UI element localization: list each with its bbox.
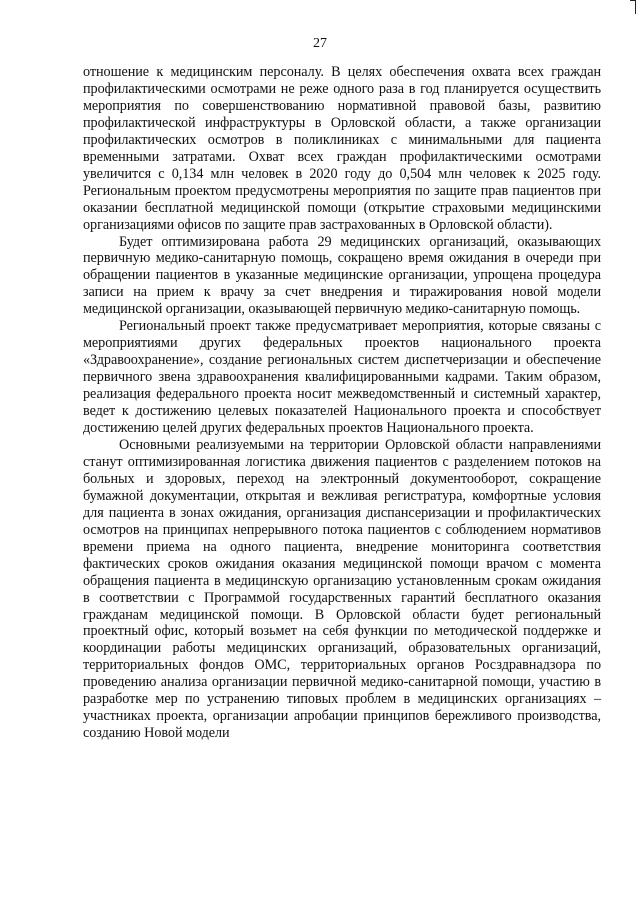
page-number: 27 xyxy=(313,36,327,51)
paragraph-3: Региональный проект также предусматривает мероприятия, которые связаны с мероприятиями других федеральных проектов национального проекта «Здравоохранение», создание региональных систем диспетчеризации и обеспечение первичного звена здравоохранения квалифицированными кадрами. Таким образом, реализация федерального проекта носит межведомственный и системный характер, ведет к достижению целевых показателей Национального проекта и способствует достижению целей других федеральных проектов Национального проекта. xyxy=(83,318,601,437)
corner-crop-mark xyxy=(630,0,636,14)
paragraph-4: Основными реализуемыми на территории Орловской области направлениями станут оптимизированная логистика движения пациентов с разделением потоков на больных и здоровых, переход на электронный документооборот, сокращение бумажной документации, открытая и вежливая регистратура, комфортные условия для пациента в зонах ожидания, организация диспансеризации и профилактических осмотров на принципах непрерывного потока пациентов с соблюдением нормативов времени приема на одного пациента, внедрение мониторинга соответствия фактических сроков ожидания оказания медицинской помощи врачом с момента обращения пациента в медицинскую организацию установленным срокам ожидания в соответствии с Программой государственных гарантий бесплатного оказания гражданам медицинской помощи. В Орловской области будет региональный проектный офис, который возьмет на себя функции по методической поддержке и координации работы медицинских организаций, образовательных организаций, территориальных фондов ОМС, территориальных органов Росздравнадзора по проведению анализа организации первичной медико-санитарной помощи, участию в разработке мер по устранению типовых проблем в медицинских организациях – участниках проекта, организации апробации принципов бережливого производства, созданию Новой модели xyxy=(83,436,601,742)
paragraph-1: отношение к медицинским персоналу. В целях обеспечения охвата всех граждан профилактическими осмотрами не реже одного раза в год планируется осуществить мероприятия по совершенствованию нормативной правовой базы, развитию профилактической инфраструктуры в Орловской области, а также организации профилактических осмотров в поликлиниках с минимальными для пациента временными затратами. Охват всех граждан профилактическими осмотрами увеличится с 0,134 млн человек в 2020 году до 0,504 млн человек к 2025 году. Региональным проектом предусмотрены мероприятия по защите прав пациентов при оказании бесплатной медицинской помощи (открытие страховыми медицинскими организациями офисов по защите прав застрахованных в Орловской области). xyxy=(83,64,601,233)
body-text xyxy=(83,64,601,742)
paragraph-2: Будет оптимизирована работа 29 медицинских организаций, оказывающих первичную медико-санитарную помощь, сокращено время ожидания в очереди при обращении пациентов в указанные медицинские организации, упрощена процедура записи на прием к врачу за счет внедрения и тиражирования новой модели медицинской организации, оказывающей первичную медико-санитарную помощь. xyxy=(83,233,601,318)
